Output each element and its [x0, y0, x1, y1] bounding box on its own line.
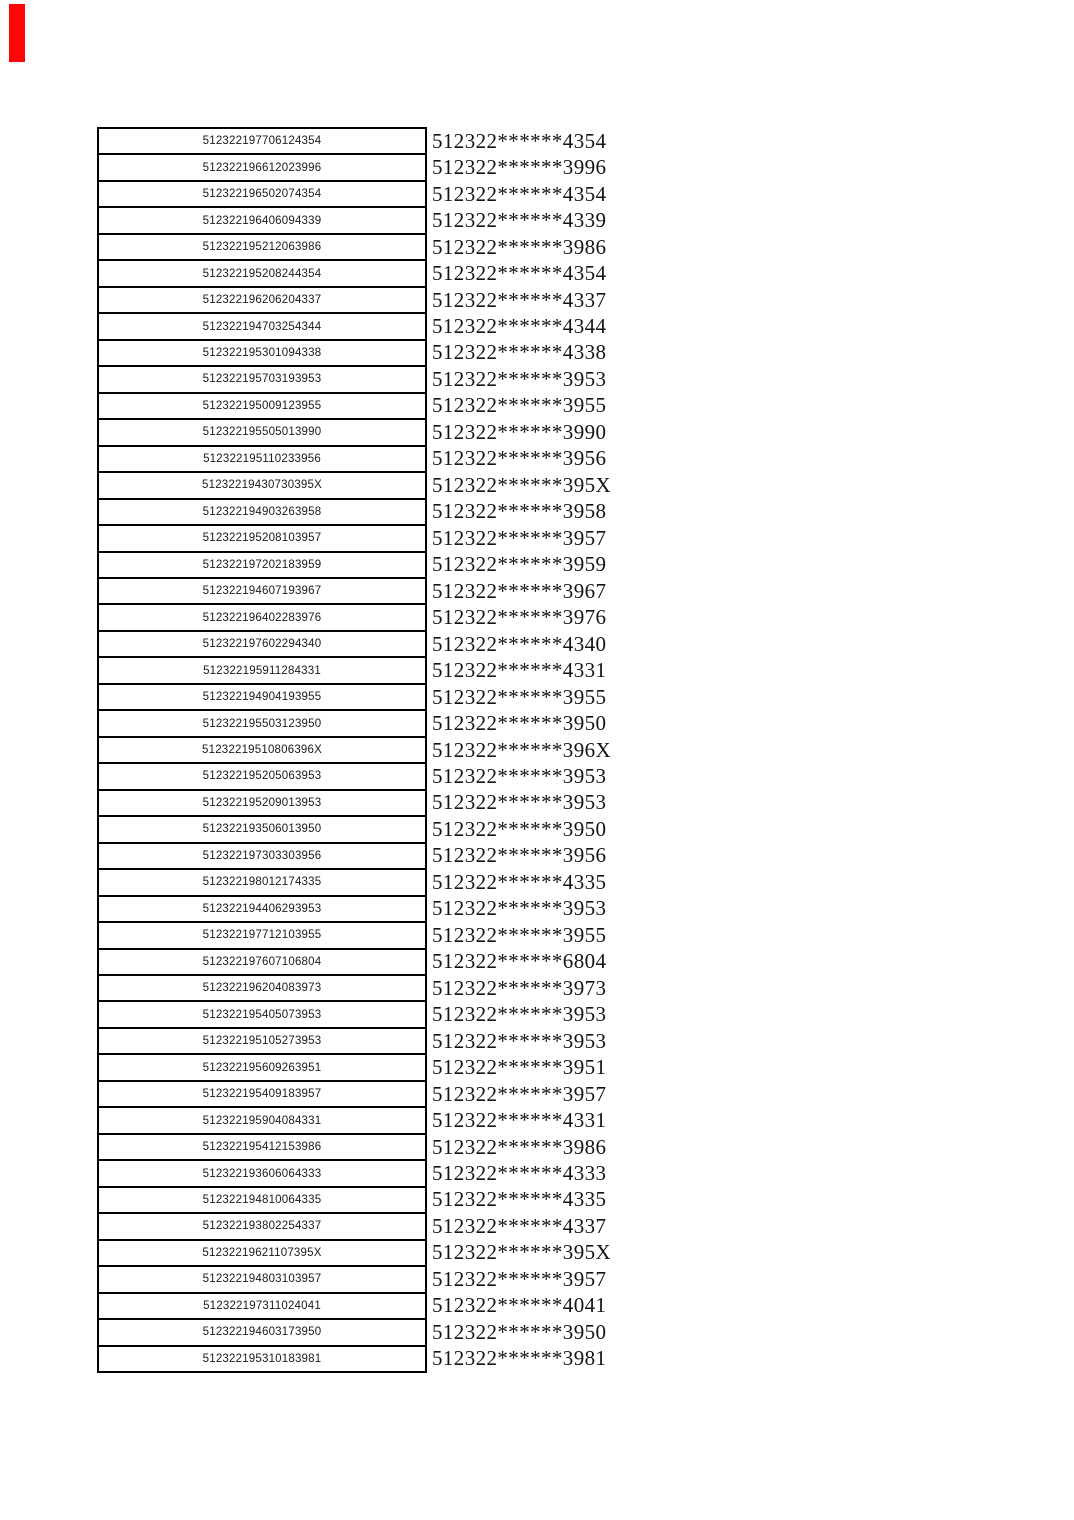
masked-text: 512322******3951	[432, 1055, 607, 1080]
id-text: 512322198012174335	[202, 876, 322, 889]
masked-cell	[426, 1240, 612, 1266]
masked-text: 512322******3950	[432, 1319, 607, 1344]
masked-cell	[426, 234, 612, 260]
table-row	[98, 816, 612, 842]
id-cell	[98, 446, 426, 472]
id-cell	[98, 1134, 426, 1160]
masked-cell	[426, 287, 612, 313]
id-text: 512322197311024041	[203, 1299, 321, 1312]
id-cell	[98, 1293, 426, 1319]
masked-cell	[426, 816, 612, 842]
masked-text: 512322******3986	[432, 234, 607, 259]
id-text: 512322195703193953	[202, 373, 322, 386]
masked-text: 512322******3953	[432, 763, 607, 788]
masked-text: 512322******3957	[432, 525, 607, 550]
table-row	[98, 1028, 612, 1054]
id-cell	[98, 922, 426, 948]
id-cell	[98, 975, 426, 1001]
table-row	[98, 1266, 612, 1292]
masked-text: 512322******395X	[432, 1240, 612, 1265]
id-cell	[98, 1054, 426, 1080]
table-row	[98, 1081, 612, 1107]
table-row	[98, 340, 612, 366]
table-row	[98, 181, 612, 207]
masked-text: 512322******3973	[432, 975, 607, 1000]
masked-cell	[426, 1028, 612, 1054]
id-cell	[98, 843, 426, 869]
id-text: 512322195503123950	[202, 717, 322, 730]
masked-text: 512322******3953	[432, 896, 607, 921]
table-row	[98, 1134, 612, 1160]
id-cell	[98, 552, 426, 578]
id-text: 512322194603173950	[202, 1326, 322, 1339]
id-text: 512322196406094339	[202, 214, 322, 227]
masked-cell	[426, 1160, 612, 1186]
masked-text: 512322******3996	[432, 155, 607, 180]
id-cell	[98, 393, 426, 419]
table-row	[98, 1213, 612, 1239]
masked-text: 512322******3955	[432, 684, 607, 709]
masked-cell	[426, 922, 612, 948]
masked-text: 512322******4344	[432, 314, 607, 339]
masked-text: 512322******4338	[432, 340, 607, 365]
masked-text: 512322******4354	[432, 128, 607, 153]
id-text: 512322196402283976	[202, 611, 322, 624]
id-text: 512322196204083973	[202, 982, 322, 995]
id-text: 512322194903263958	[202, 505, 322, 518]
masked-cell	[426, 419, 612, 445]
id-cell	[98, 525, 426, 551]
id-text: 512322197607106804	[202, 955, 322, 968]
masked-cell	[426, 790, 612, 816]
masked-cell	[426, 1001, 612, 1027]
masked-cell	[426, 525, 612, 551]
masked-cell	[426, 128, 612, 154]
id-text: 512322194810064335	[202, 1193, 322, 1206]
masked-cell	[426, 1187, 612, 1213]
table-row	[98, 657, 612, 683]
id-cell	[98, 710, 426, 736]
id-cell	[98, 684, 426, 710]
id-text: 512322197706124354	[202, 135, 322, 148]
masked-cell	[426, 393, 612, 419]
id-text: 51232219621107395X	[202, 1246, 322, 1259]
masked-text: 512322******3986	[432, 1134, 607, 1159]
id-cell	[98, 578, 426, 604]
id-cell	[98, 1213, 426, 1239]
id-cell	[98, 816, 426, 842]
id-cell	[98, 896, 426, 922]
id-text: 512322194803103957	[202, 1273, 322, 1286]
masked-cell	[426, 1081, 612, 1107]
masked-text: 512322******3958	[432, 499, 607, 524]
id-cell	[98, 790, 426, 816]
masked-text: 512322******3955	[432, 922, 607, 947]
id-cell	[98, 1028, 426, 1054]
table-row	[98, 1001, 612, 1027]
table-row	[98, 896, 612, 922]
table-row	[98, 234, 612, 260]
table-row	[98, 1319, 612, 1345]
table-row	[98, 366, 612, 392]
masked-cell	[426, 763, 612, 789]
masked-cell	[426, 154, 612, 180]
id-text: 51232219510806396X	[202, 744, 322, 757]
table-row	[98, 393, 612, 419]
masked-cell	[426, 207, 612, 233]
table-row	[98, 1240, 612, 1266]
id-text: 512322196502074354	[202, 188, 322, 201]
id-text: 512322197602294340	[202, 638, 322, 651]
id-cell	[98, 499, 426, 525]
id-cell	[98, 1240, 426, 1266]
table-row	[98, 1293, 612, 1319]
masked-text: 512322******3955	[432, 393, 607, 418]
masked-cell	[426, 631, 612, 657]
table-row	[98, 472, 612, 498]
id-cell	[98, 1107, 426, 1133]
table-row	[98, 128, 612, 154]
id-text: 512322193802254337	[202, 1220, 322, 1233]
id-cell	[98, 128, 426, 154]
id-text: 512322194406293953	[202, 902, 322, 915]
id-text: 512322197712103955	[202, 929, 322, 942]
id-cell	[98, 763, 426, 789]
masked-cell	[426, 313, 612, 339]
masked-text: 512322******3976	[432, 605, 607, 630]
masked-text: 512322******4335	[432, 869, 607, 894]
masked-text: 512322******4331	[432, 658, 607, 683]
id-text: 512322195205063953	[202, 770, 322, 783]
id-text: 512322195009123955	[202, 399, 322, 412]
masked-text: 512322******3981	[432, 1346, 607, 1371]
masked-text: 512322******4041	[432, 1293, 607, 1318]
table-row	[98, 604, 612, 630]
masked-cell	[426, 1134, 612, 1160]
id-text: 512322196206204337	[202, 294, 322, 307]
id-text: 512322195212063986	[202, 241, 322, 254]
id-text: 512322194904193955	[202, 691, 322, 704]
id-text: 512322195110233956	[203, 452, 321, 465]
id-cell	[98, 657, 426, 683]
id-cell	[98, 181, 426, 207]
masked-cell	[426, 552, 612, 578]
id-text: 512322195105273953	[202, 1035, 322, 1048]
table-row	[98, 737, 612, 763]
id-cell	[98, 1001, 426, 1027]
masked-cell	[426, 499, 612, 525]
masked-cell	[426, 181, 612, 207]
id-text: 512322195409183957	[202, 1088, 322, 1101]
table-row	[98, 1346, 612, 1372]
id-cell	[98, 366, 426, 392]
masked-text: 512322******3953	[432, 1002, 607, 1027]
id-table	[97, 127, 613, 1373]
table-row	[98, 287, 612, 313]
masked-text: 512322******4339	[432, 208, 607, 233]
table-row	[98, 843, 612, 869]
masked-text: 512322******3956	[432, 446, 607, 471]
table-row	[98, 1107, 612, 1133]
masked-cell	[426, 1213, 612, 1239]
masked-text: 512322******3956	[432, 843, 607, 868]
masked-cell	[426, 472, 612, 498]
table-row	[98, 260, 612, 286]
table-row	[98, 419, 612, 445]
id-cell	[98, 949, 426, 975]
masked-text: 512322******4331	[432, 1108, 607, 1133]
masked-text: 512322******4354	[432, 181, 607, 206]
table-row	[98, 790, 612, 816]
table-row	[98, 578, 612, 604]
id-cell	[98, 1346, 426, 1372]
masked-cell	[426, 446, 612, 472]
id-cell	[98, 287, 426, 313]
table-row	[98, 1187, 612, 1213]
table-row	[98, 631, 612, 657]
id-table-body	[98, 128, 612, 1372]
masked-cell	[426, 366, 612, 392]
masked-cell	[426, 1319, 612, 1345]
table-row	[98, 922, 612, 948]
table-row	[98, 313, 612, 339]
table-row	[98, 975, 612, 1001]
id-text: 512322195209013953	[202, 796, 322, 809]
masked-cell	[426, 260, 612, 286]
table-row	[98, 1054, 612, 1080]
masked-text: 512322******3990	[432, 419, 607, 444]
masked-cell	[426, 340, 612, 366]
masked-cell	[426, 869, 612, 895]
masked-text: 512322******3959	[432, 552, 607, 577]
id-cell	[98, 260, 426, 286]
masked-cell	[426, 843, 612, 869]
table-row	[98, 552, 612, 578]
masked-cell	[426, 710, 612, 736]
masked-text: 512322******3950	[432, 711, 607, 736]
id-text: 512322195911284331	[203, 664, 321, 677]
id-text: 512322195609263951	[202, 1061, 322, 1074]
table-row	[98, 763, 612, 789]
id-text: 512322194703254344	[202, 320, 322, 333]
masked-text: 512322******395X	[432, 472, 612, 497]
table-row	[98, 499, 612, 525]
table-row	[98, 869, 612, 895]
id-text: 512322195310183981	[202, 1352, 322, 1365]
masked-cell	[426, 949, 612, 975]
masked-cell	[426, 1293, 612, 1319]
table-row	[98, 207, 612, 233]
masked-text: 512322******3957	[432, 1081, 607, 1106]
masked-text: 512322******4337	[432, 1213, 607, 1238]
masked-cell	[426, 604, 612, 630]
id-cell	[98, 869, 426, 895]
masked-cell	[426, 1107, 612, 1133]
table-row	[98, 446, 612, 472]
id-cell	[98, 631, 426, 657]
id-cell	[98, 1266, 426, 1292]
id-text: 512322195208244354	[202, 267, 322, 280]
masked-text: 512322******4354	[432, 261, 607, 286]
id-cell	[98, 419, 426, 445]
masked-cell	[426, 975, 612, 1001]
id-text: 512322195405073953	[202, 1008, 322, 1021]
masked-text: 512322******3950	[432, 816, 607, 841]
id-cell	[98, 313, 426, 339]
id-text: 512322195208103957	[202, 532, 322, 545]
id-text: 512322195904084331	[202, 1114, 322, 1127]
masked-cell	[426, 737, 612, 763]
masked-text: 512322******396X	[432, 737, 612, 762]
id-text: 512322195301094338	[202, 346, 322, 359]
id-text: 512322197303303956	[202, 849, 322, 862]
masked-cell	[426, 684, 612, 710]
table-row	[98, 154, 612, 180]
id-cell	[98, 1081, 426, 1107]
id-cell	[98, 604, 426, 630]
id-text: 512322194607193967	[202, 585, 322, 598]
masked-cell	[426, 1266, 612, 1292]
id-text: 512322197202183959	[202, 558, 322, 571]
id-cell	[98, 234, 426, 260]
red-marker	[9, 4, 25, 62]
id-cell	[98, 340, 426, 366]
id-cell	[98, 1160, 426, 1186]
id-text: 512322195505013990	[202, 426, 322, 439]
masked-text: 512322******3953	[432, 1028, 607, 1053]
table-row	[98, 949, 612, 975]
id-text: 512322193506013950	[202, 823, 322, 836]
masked-text: 512322******4335	[432, 1187, 607, 1212]
masked-text: 512322******4333	[432, 1161, 607, 1186]
id-text: 512322193606064333	[202, 1167, 322, 1180]
id-text: 51232219430730395X	[202, 479, 322, 492]
masked-text: 512322******3967	[432, 578, 607, 603]
id-cell	[98, 472, 426, 498]
table-row	[98, 684, 612, 710]
id-cell	[98, 154, 426, 180]
table-row	[98, 1160, 612, 1186]
masked-cell	[426, 896, 612, 922]
masked-text: 512322******3957	[432, 1266, 607, 1291]
masked-cell	[426, 1054, 612, 1080]
id-cell	[98, 1187, 426, 1213]
masked-cell	[426, 1346, 612, 1372]
masked-text: 512322******6804	[432, 949, 607, 974]
masked-text: 512322******4337	[432, 287, 607, 312]
id-cell	[98, 737, 426, 763]
id-text: 512322196612023996	[202, 161, 322, 174]
masked-text: 512322******3953	[432, 790, 607, 815]
table-row	[98, 710, 612, 736]
id-cell	[98, 1319, 426, 1345]
masked-cell	[426, 657, 612, 683]
id-cell	[98, 207, 426, 233]
id-text: 512322195412153986	[202, 1141, 322, 1154]
table-row	[98, 525, 612, 551]
masked-cell	[426, 578, 612, 604]
masked-text: 512322******3953	[432, 366, 607, 391]
masked-text: 512322******4340	[432, 631, 607, 656]
